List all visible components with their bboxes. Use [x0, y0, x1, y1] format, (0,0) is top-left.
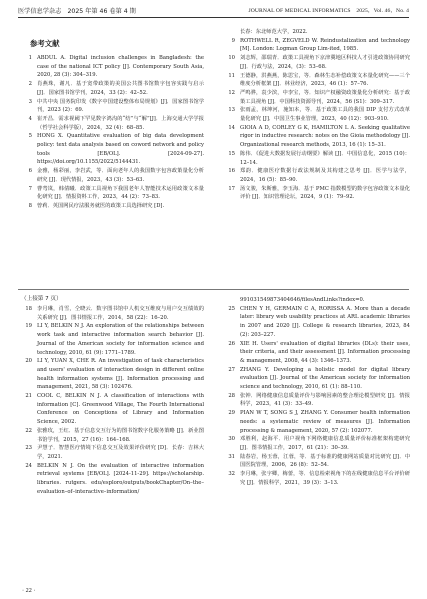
reference-entry [222, 453, 410, 470]
reference-text: 陈伟．《促进大数据发展行动纲要》解读 [J]．中国信息化，2015 (10)：12–14. [240, 150, 410, 166]
references-column-top-right [222, 28, 410, 202]
reference-entry [19, 202, 204, 211]
reference-entry [222, 72, 410, 89]
reference-text: 汤文骏，朱斯雅，李玉海．基于 PMC 指数模型的数字包容政策文本量化评价 [J]．知识管理论坛，2024，9 (1)：79–92. [240, 185, 410, 201]
reference-text: 李月琳，张宇卿，梅蕾，等．信息检索视角下的在线健康信息平台评价研究 [J]．情报科学，2021，39 (3)：3–13. [240, 471, 410, 486]
reference-text: HONG X. Quantitative evaluation of big data development policy: text data analysis based on coword network and policy tools [EB/OL]. [2024-09-27]. https://doi.org/10.1155/2022/5144431. [37, 133, 204, 166]
reference-text: LI Y, YUAN X, CHE R. An investigation of task characteristics and users' evaluation of interaction design in different online health information systems [J]. Information processing and management, 2021, 58 (3): 102476. [37, 358, 204, 391]
reference-entry [19, 167, 204, 184]
header-rule [18, 17, 409, 18]
reference-number: 26 [228, 340, 235, 347]
page-number: · 22 · [22, 587, 36, 594]
reference-entry [222, 366, 410, 392]
reference-text: 张雨孟，林坤河，施知本，等．基于政策工具的我国 DIP 支付方式改革量化研究 [J]．中国卫生事业管理，2023，40 (12)：903–910. [240, 107, 410, 123]
reference-number: 31 [228, 453, 235, 460]
reference-entry [222, 185, 410, 202]
reference-text: LI Y, BELKIN N J. An exploration of the relationships between work task and interactive information search behavior [J]. Journal of the American society for information science and technology, 2010, 61 (9): 1771–1789. [37, 323, 204, 356]
reference-entry [222, 409, 410, 435]
reference-entry [19, 462, 204, 497]
reference-number: 24 [25, 462, 32, 469]
reference-entry [19, 392, 204, 427]
reference-number: 9 [231, 37, 235, 44]
reference-text: 张钟．网络健康信息质量评价与影响因素的整合理论模型研究 [J]．情报科学，2023，41 (3)：33–49. [240, 392, 410, 408]
reference-number: 25 [228, 305, 235, 312]
reference-text: 中共中央 国务院印发《数字中国建设整体布局规划》[J]．国家图书馆学刊，2023 (2)：69. [37, 98, 204, 114]
reference-entry [19, 54, 204, 80]
reference-entry [222, 54, 410, 71]
reference-entry [222, 28, 410, 37]
reference-entry [222, 470, 410, 487]
reference-entry [19, 322, 204, 357]
reference-number: 11 [228, 72, 235, 79]
reference-number: 8 [28, 202, 32, 209]
reference-number [222, 28, 240, 37]
reference-number: 13 [228, 107, 235, 114]
reference-text: 尹慧子．智慧医疗情境下信息交互及效果评价研究 [D]．长春：吉林大学，2021. [37, 445, 204, 460]
reference-entry [19, 132, 204, 167]
reference-entry [19, 115, 204, 132]
references-column-top-left [19, 54, 204, 211]
references-heading: 参考文献 [30, 39, 60, 48]
reference-number: 20 [25, 358, 32, 365]
reference-entry [222, 150, 410, 167]
reference-text: 严鸣骅，袁少滨，中李宝，等．知识产权融资政策量化分析研究：基于政策工具视角 [J]．中国科技资源导刊，2024，56 (S1)：309–317. [240, 89, 410, 105]
reference-number: 27 [228, 366, 235, 373]
journal-header-chinese: 医学信息学杂志 2025 年第 46 卷第 4 期 [18, 8, 136, 15]
reference-entry [222, 435, 410, 452]
reference-number: 10 [228, 55, 235, 62]
reference-number: 29 [228, 410, 235, 417]
reference-entry [19, 98, 204, 115]
reference-text: ROTHWELL R, ZEGVELD W. Reindustalization and technology [M]. London: Logman Group Lim-ited, 1985. [240, 37, 410, 53]
reference-entry [222, 305, 410, 340]
reference-number: 16 [228, 168, 235, 175]
references-column-bottom-left [19, 305, 204, 496]
journal-header-english: JOURNAL OF MEDICAL INFORMATICS 2025，Vol. 46，No. 4 [248, 8, 409, 14]
reference-number: 6 [28, 168, 32, 175]
section-divider [18, 289, 409, 290]
reference-number: 22 [25, 427, 32, 434]
reference-number: 32 [228, 471, 235, 478]
reference-text: COOL C, BELKIN N J. A classification of interactions with information [C]. Greenwood Village, The Fourth International Conference on Conceptions of Library and Information Science, 2002. [37, 393, 204, 426]
reference-entry [222, 296, 410, 305]
reference-number: 19 [25, 323, 32, 330]
reference-text: 曾莉．英国网民疗法服务就医的政策工具选择研究 [D]. [37, 202, 165, 209]
continued-from-label: （上接第 7 页） [21, 296, 62, 302]
reference-text: 邓胜利，赵海平．用户视角下网络健康信息质量评价标准框架构建研究 [J]．图书情报工作，2017，61 (21)：30–39. [240, 436, 410, 451]
reference-entry [222, 106, 410, 123]
reference-number: 7 [28, 185, 32, 192]
reference-text: XIE H. Users' evaluation of digital libraries (DLs): their uses, their criteria, and their assessment [J]. Information processing & management, 2008, 44 (3): 1346–1373. [240, 340, 410, 364]
reference-number [222, 296, 240, 305]
references-column-bottom-right [222, 296, 410, 487]
reference-text: 崔开昌．需求视阈下罕见数字鸿沟的“结”与“解”[J]．上海交通大学学报（哲学社会科学版），2024，32 (4)：68–85. [37, 115, 204, 131]
reference-entry [19, 357, 204, 392]
reference-entry [19, 305, 204, 322]
reference-text: BELKIN N J. On the evaluation of interactive information retrieval systems [EB/OL]. [2024-11-29]. https://scholarship. libraries. rutgers. edu/esploro/outputs/bookChapter/On–the–evaluation–of–interactive–information/ [37, 462, 204, 495]
reference-number: 14 [228, 124, 235, 131]
reference-entry [19, 427, 204, 444]
reference-text: GIOIA A D, CORLEY G K, HAMILTON L A. Seeking qualitative rigor in inductive research: notes on the Gioia methodology [J]. Organizational research methods, 2013, 16 (1): 15–31. [240, 124, 410, 149]
reference-entry [222, 340, 410, 366]
reference-number: 28 [228, 392, 235, 399]
reference-text: 郑韵．健康医疗数据行政法规制及其构建之思考 [J]．医学与法学，2024，16 (5)：85–90. [240, 168, 410, 183]
reference-number: 12 [228, 89, 235, 96]
reference-number: 2 [28, 81, 32, 88]
reference-text: 长春：东北师范大学，2022. [240, 29, 308, 35]
reference-text: ZHANG Y. Developing a holistic model for digital library evaluation [J]. Journal of the American society for information science and technology, 2010, 61 (1): 88–110. [240, 366, 410, 391]
reference-text: 肖燕珠，谢凡．基于宽带政策的美国公共图书馆数字包容实践与启示 [J]．国家图书馆学刊，2024，33 (2)：42–52. [37, 81, 204, 96]
reference-entry [19, 80, 204, 97]
reference-text: 金雅，杨彩丽，李岩武，等．面向老年人的我国数字包容政策量化分析研究 [J]．现代情报，2023，43 (3)：53–63. [37, 168, 204, 183]
reference-number: 5 [28, 133, 32, 140]
reference-number: 30 [228, 436, 235, 443]
reference-number: 17 [228, 185, 235, 192]
reference-number: 4 [28, 115, 32, 122]
reference-entry [19, 185, 204, 202]
reference-entry [222, 167, 410, 184]
reference-entry [222, 89, 410, 106]
reference-number: 15 [228, 150, 235, 157]
reference-text: 王德静，洪燕燕，陈思宝，等．森林生态补偿政策文本量化研究——三个维度分析框架 [J]．林业经济，2023，46 (1)：57–76. [240, 72, 410, 88]
reference-text: CHEN Y H, GERMAIN C A, RORISSA A. More than a decade later: library web usability practices at ARL academic libraries in 2007 and 2020 [J]. College & research libraries, 2023, 84 (2): 203–227. [240, 305, 410, 338]
reference-text: 991031549873404646/filesAndLinks?index=0. [240, 297, 365, 303]
reference-entry [222, 37, 410, 54]
reference-entry [19, 444, 204, 461]
reference-number: 18 [25, 306, 32, 312]
reference-number: 3 [28, 98, 32, 105]
reference-entry [222, 124, 410, 150]
reference-text: 刘志辉，邵瑞青．政策工具视角下京津冀地区科技人才引进政策协同研究 [J]．行政与法，2024，(3)：53–68. [240, 55, 410, 70]
reference-text: 陆春岩，杨玉蓉，江蓉，等．基于标准的健康网站质量对比研究 [J]．中国医院管理，2006，26 (8)：52–54. [240, 453, 410, 469]
reference-number: 23 [25, 445, 32, 452]
reference-text: 张雅玫，王红．基于信息交互行为的图书馆数字化服务策略 [J]．新业图书馆学刊，2015，27 (16)：164–168. [37, 427, 204, 443]
reference-text: 曹弯岚，韩倩曦．政策工具视角下我国老年人智能技术运用政策文本量化研究 [J]．情报资料工作，2023，44 (2)：73–83. [37, 185, 204, 201]
reference-text: ABDUL A. Digital inclusion challenges in Bangladesh: the case of the national ICT policy [J]. Contemporary South Asia, 2020, 28 (3): 304–319. [37, 55, 204, 79]
reference-number: 21 [25, 393, 32, 400]
reference-entry [222, 392, 410, 409]
reference-text: 李月琳，肖雪，仝晓云．数字图书馆中人机交互维度与用户交互绩效的关系研究 [J]．图书情报工作，2014，58 (22)：16–20. [37, 306, 204, 321]
reference-text: PIAN W T, SONG S J, ZHANG Y. Consumer health information needs: a systematic review of measures [J]. Information processing & management, 2020, 57 (2): 102077. [240, 410, 410, 434]
reference-number: 1 [28, 55, 32, 61]
